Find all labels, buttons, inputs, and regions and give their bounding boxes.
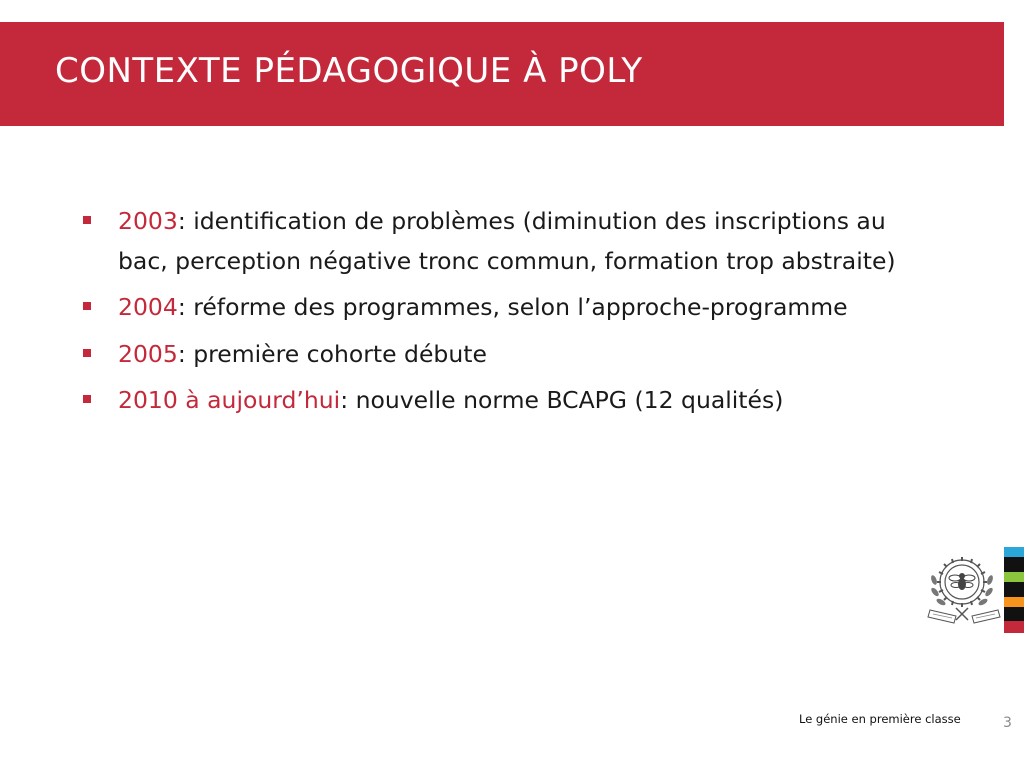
bullet-text: : nouvelle norme BCAPG (12 qualités) (340, 386, 784, 414)
bullet-text: : première cohorte débute (177, 339, 487, 368)
strip-segment (1004, 597, 1024, 607)
strip-segment (1004, 621, 1024, 633)
bullet-square-icon (83, 349, 91, 357)
bullet-text: : réforme des programmes, selon l’approche-programme (177, 293, 848, 321)
strip-segment (1004, 572, 1024, 582)
bullet-item (80, 288, 940, 328)
bullet-square-icon (83, 395, 91, 403)
bullet-year: 2003 (118, 207, 178, 235)
bullet-item (80, 381, 940, 421)
bullet-text: : identification de problèmes (diminution des inscriptions au bac, perception négative tronc commun, formation trop abstraite) (118, 207, 896, 275)
bullet-square-icon (83, 216, 91, 224)
polytechnique-seal-icon (926, 552, 1002, 628)
bullet-square-icon (83, 302, 91, 310)
bullet-item (80, 202, 940, 281)
bullet-year: 2005 (118, 339, 178, 368)
bullet-item (80, 335, 940, 375)
strip-segment (1004, 582, 1024, 597)
strip-segment (1004, 547, 1024, 557)
footer-tagline: Le génie en première classe (799, 712, 961, 726)
bullet-year: 2004 (118, 293, 178, 321)
slide-title: CONTEXTE PÉDAGOGIQUE À POLY (55, 51, 643, 91)
strip-segment (1004, 557, 1024, 572)
brand-color-strip (1004, 547, 1024, 633)
bullet-year: 2010 à aujourd’hui (118, 386, 341, 414)
page-number: 3 (1003, 715, 1012, 731)
strip-segment (1004, 607, 1024, 621)
bullet-list (80, 202, 940, 428)
